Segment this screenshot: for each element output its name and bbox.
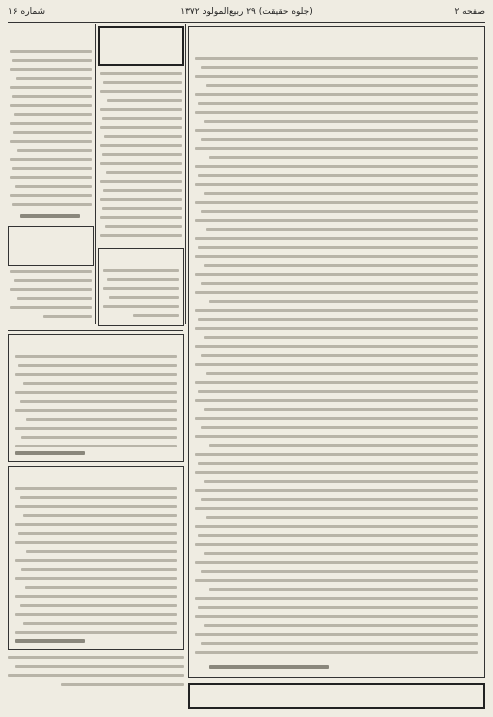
text-line — [195, 57, 478, 60]
text-line — [209, 300, 478, 303]
text-line — [103, 269, 179, 272]
auction-notice-b — [8, 466, 184, 650]
text-line — [15, 445, 177, 447]
text-line — [195, 399, 478, 402]
editorial-note — [8, 656, 184, 696]
header-rule — [8, 22, 485, 23]
text-line — [206, 228, 478, 231]
text-line — [100, 90, 182, 93]
text-line — [15, 373, 177, 376]
text-line — [195, 633, 478, 636]
notice-a-body — [15, 355, 177, 447]
text-line — [133, 314, 179, 317]
text-line — [23, 514, 177, 517]
notice-a-title-placeholder — [9, 338, 183, 349]
printing-house-title-placeholder — [190, 690, 483, 703]
text-line — [17, 149, 92, 152]
text-line — [20, 400, 177, 403]
notice-b-title-placeholder — [9, 470, 183, 481]
notice-b-footer — [15, 639, 85, 643]
text-line — [201, 570, 478, 573]
text-line — [13, 131, 92, 134]
text-line — [15, 631, 177, 634]
text-line — [198, 534, 478, 537]
text-line — [12, 95, 92, 98]
text-line — [103, 287, 179, 290]
text-line — [104, 135, 182, 138]
text-line — [195, 651, 478, 654]
ad-title-placeholder — [9, 240, 93, 251]
text-line — [10, 176, 92, 179]
signature-line — [209, 665, 329, 669]
text-line — [100, 126, 182, 129]
text-line — [195, 579, 478, 582]
text-line — [100, 162, 182, 165]
text-line — [195, 111, 478, 114]
text-line — [195, 291, 478, 294]
text-line — [201, 498, 478, 501]
text-line — [198, 174, 478, 177]
text-line — [206, 84, 478, 87]
text-line — [10, 158, 92, 161]
text-line — [198, 318, 478, 321]
text-line — [201, 282, 478, 285]
text-line — [15, 665, 184, 668]
text-line — [103, 189, 182, 192]
text-line — [12, 203, 92, 206]
text-line — [195, 525, 478, 528]
page-header — [8, 4, 485, 20]
text-line — [204, 192, 479, 195]
text-line — [8, 656, 184, 659]
text-line — [12, 59, 92, 62]
notice-body — [195, 57, 478, 657]
text-line — [105, 225, 182, 228]
text-line — [10, 194, 92, 197]
text-line — [201, 426, 478, 429]
text-line — [195, 165, 478, 168]
text-line — [198, 102, 478, 105]
text-line — [18, 364, 177, 367]
text-line — [204, 480, 479, 483]
section-rule — [8, 330, 183, 331]
text-line — [15, 409, 177, 412]
text-line — [195, 417, 478, 420]
text-line — [204, 120, 479, 123]
text-line — [204, 552, 479, 555]
text-line — [195, 255, 478, 258]
text-line — [198, 390, 478, 393]
text-line — [206, 516, 478, 519]
text-line — [21, 436, 177, 439]
text-line — [195, 201, 478, 204]
text-line — [10, 288, 92, 291]
text-line — [26, 550, 177, 553]
text-line — [10, 122, 92, 125]
text-line — [15, 185, 92, 188]
text-line — [201, 138, 478, 141]
text-line — [109, 296, 179, 299]
text-line — [100, 198, 182, 201]
text-line — [20, 496, 177, 499]
text-line — [102, 117, 182, 120]
text-line — [100, 72, 182, 75]
issue-number: شماره ۱۶ — [8, 7, 46, 17]
text-line — [10, 68, 92, 71]
advertisement-box — [8, 226, 94, 266]
text-line — [209, 444, 478, 447]
printing-house-banner — [188, 683, 485, 709]
text-line — [21, 568, 177, 571]
text-line — [15, 613, 177, 616]
text-line — [195, 615, 478, 618]
text-line — [43, 315, 92, 318]
text-line — [106, 171, 182, 174]
author-signature — [20, 214, 80, 218]
notice-b-body — [15, 487, 177, 635]
text-line — [204, 264, 479, 267]
text-line — [195, 75, 478, 78]
text-line — [14, 113, 92, 116]
auction-notice-a — [8, 334, 184, 462]
misc-news-body — [100, 72, 182, 242]
text-line — [204, 624, 479, 627]
text-line — [15, 355, 177, 358]
text-line — [195, 507, 478, 510]
issue-date: (جلوه حقیقت) ۲۹ ربیع‌المولود ۱۳۷۲ — [180, 7, 313, 17]
prime-minister-heading — [8, 26, 94, 48]
text-line — [195, 93, 478, 96]
text-line — [15, 523, 177, 526]
text-line — [195, 129, 478, 132]
text-line — [100, 108, 182, 111]
text-line — [195, 381, 478, 384]
text-line — [23, 382, 177, 385]
text-line — [102, 153, 182, 156]
text-line — [195, 597, 478, 600]
prime-minister-body — [10, 50, 92, 210]
text-line — [195, 471, 478, 474]
text-line — [10, 140, 92, 143]
pm-title-placeholder — [8, 28, 94, 39]
text-line — [206, 372, 478, 375]
text-line — [195, 345, 478, 348]
text-line — [195, 309, 478, 312]
misc-news-heading-box — [98, 26, 184, 66]
text-line — [10, 306, 92, 309]
text-line — [195, 219, 478, 222]
text-line — [10, 86, 92, 89]
text-line — [198, 462, 478, 465]
text-line — [17, 297, 92, 300]
text-line — [195, 327, 478, 330]
text-line — [195, 435, 478, 438]
notice-title-placeholder — [189, 31, 484, 47]
misc-news-title-placeholder — [100, 38, 182, 52]
text-line — [201, 210, 478, 213]
text-line — [12, 167, 92, 170]
text-line — [201, 642, 478, 645]
text-line — [15, 487, 177, 490]
tobacco-monopoly-notice — [98, 248, 184, 326]
text-line — [195, 543, 478, 546]
notice-a-footer — [15, 451, 85, 455]
advertisement-body — [10, 270, 92, 326]
text-line — [198, 246, 478, 249]
text-line — [25, 586, 177, 589]
text-line — [15, 577, 177, 580]
text-line — [15, 505, 177, 508]
page-number: صفحه ۲ — [454, 7, 485, 17]
text-line — [8, 674, 184, 677]
text-line — [195, 183, 478, 186]
text-line — [15, 559, 177, 562]
text-line — [15, 541, 177, 544]
text-line — [15, 391, 177, 394]
text-line — [100, 180, 182, 183]
text-line — [103, 81, 182, 84]
text-line — [16, 77, 92, 80]
text-line — [201, 354, 478, 357]
text-line — [100, 216, 182, 219]
text-line — [100, 144, 182, 147]
text-line — [201, 66, 478, 69]
text-line — [195, 273, 478, 276]
tobacco-title-placeholder — [99, 253, 183, 263]
text-line — [204, 336, 479, 339]
text-line — [195, 561, 478, 564]
text-line — [209, 588, 478, 591]
text-line — [15, 595, 177, 598]
auction-notice-main — [188, 26, 485, 678]
text-line — [18, 532, 177, 535]
text-line — [195, 147, 478, 150]
text-line — [195, 489, 478, 492]
tobacco-body — [103, 269, 179, 321]
text-line — [10, 270, 92, 273]
text-line — [195, 453, 478, 456]
text-line — [10, 104, 92, 107]
text-line — [26, 418, 177, 421]
text-line — [61, 683, 184, 686]
text-line — [209, 156, 478, 159]
text-line — [195, 363, 478, 366]
text-line — [15, 427, 177, 430]
text-line — [198, 606, 478, 609]
text-line — [10, 50, 92, 53]
text-line — [107, 278, 179, 281]
text-line — [195, 237, 478, 240]
text-line — [103, 305, 179, 308]
column-separator — [185, 24, 186, 324]
column-separator — [95, 24, 96, 324]
text-line — [14, 279, 92, 282]
text-line — [20, 604, 177, 607]
text-line — [204, 408, 479, 411]
text-line — [102, 207, 182, 210]
text-line — [100, 234, 182, 237]
text-line — [107, 99, 182, 102]
text-line — [23, 622, 177, 625]
